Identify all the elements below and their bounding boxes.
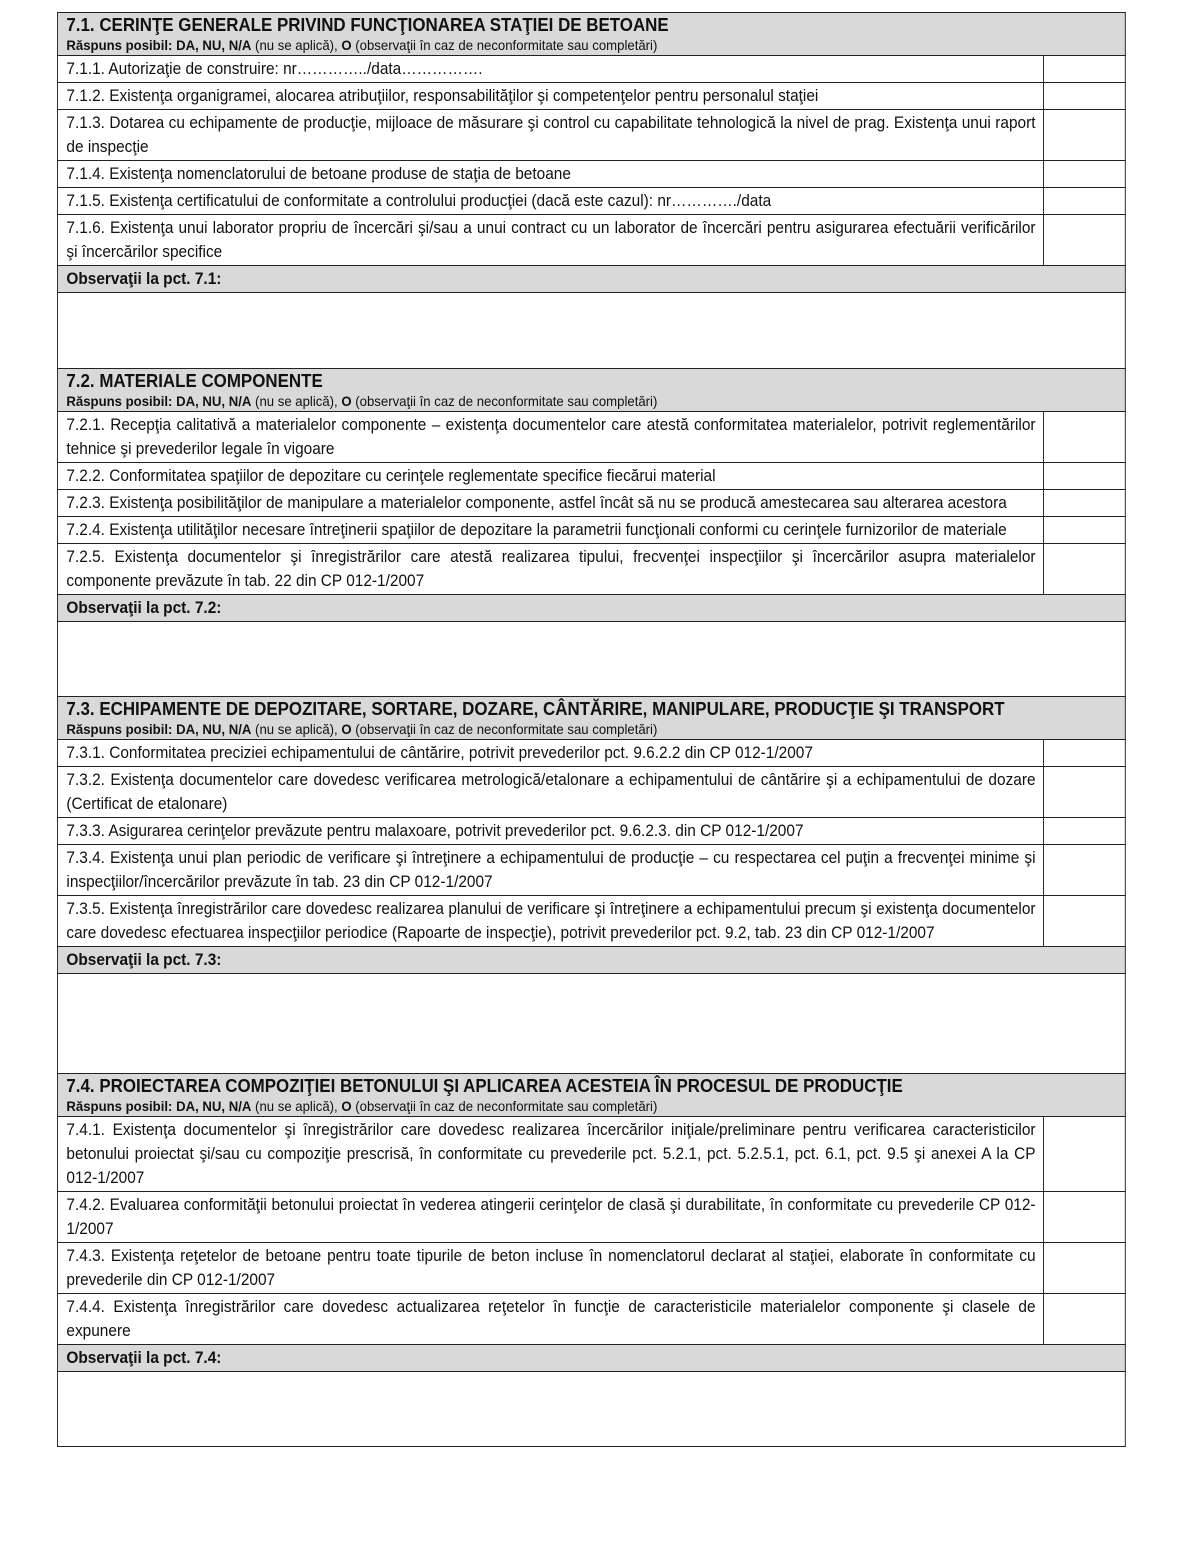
answer-cell[interactable] [1044,215,1126,266]
answer-cell[interactable] [1044,56,1126,83]
item-text: 7.1.2. Existenţa organigramei, alocarea atribuţiilor, responsabilităţilor şi competenţelor pentru personalul staţiei [57,83,1043,110]
observations-field[interactable] [57,1372,1125,1447]
answer-cell[interactable] [1044,463,1126,490]
item-text: 7.4.3. Existenţa reţetelor de betoane pentru toate tipurile de beton incluse în nomenclatorul declarat al staţiei, elaborate în conformitate cu prevederile din CP 012-1/2007 [57,1243,1043,1294]
item-text: 7.3.1. Conformitatea preciziei echipamentului de cântărire, potrivit prevederilor pct. 9.6.2.2 din CP 012-1/2007 [57,740,1043,767]
answer-cell[interactable] [1044,490,1126,517]
item-text: 7.1.3. Dotarea cu echipamente de producţie, mijloace de măsurare şi control cu capabilitate tehnologică la nivel de prag. Existenţa unui raport de inspecţie [57,110,1043,161]
checklist-row [57,896,1125,947]
checklist-page [57,12,1125,1447]
answer-cell[interactable] [1044,544,1126,595]
observations-label-row [57,595,1125,622]
item-text: 7.4.2. Evaluarea conformităţii betonului proiectat în vederea atingerii cerinţelor de clasă şi durabilitate, în conformitate cu prevederile CP 012-1/2007 [57,1192,1043,1243]
section-title: 7.4. PROIECTAREA COMPOZIŢIEI BETONULUI ŞI APLICAREA ACESTEIA ÎN PROCESUL DE PRODUCŢIE [66,1076,903,1096]
observations-label: Observaţii la pct. 7.3: [57,947,1125,974]
item-text: 7.3.3. Asigurarea cerinţelor prevăzute pentru malaxoare, potrivit prevederilor pct. 9.6.2.3. din CP 012-1/2007 [57,818,1043,845]
checklist-row [57,544,1125,595]
item-text: 7.2.3. Existenţa posibilităţilor de manipulare a materialelor componente, astfel încât să nu se producă amestecarea sau alterarea acestora [57,490,1043,517]
checklist-row [57,215,1125,266]
answer-cell[interactable] [1044,110,1126,161]
checklist-row [57,845,1125,896]
checklist-row [57,161,1125,188]
item-text: 7.1.5. Existenţa certificatului de conformitate a controlului producţiei (dacă este cazul): nr…………./data [57,188,1043,215]
section-title: 7.1. CERINŢE GENERALE PRIVIND FUNCŢIONAREA STAŢIEI DE BETOANE [66,15,669,35]
checklist-row [57,56,1125,83]
section-header-7-1 [57,13,1125,56]
checklist-row [57,818,1125,845]
observations-label-row [57,1345,1125,1372]
answer-cell[interactable] [1044,818,1126,845]
observations-label-row [57,947,1125,974]
answer-cell[interactable] [1044,1117,1126,1192]
observations-field[interactable] [57,974,1125,1074]
item-text: 7.1.6. Existenţa unui laborator propriu de încercări şi/sau a unui contract cu un laborator de încercări pentru asigurarea efectuării verificărilor şi încercărilor specifice [57,215,1043,266]
checklist-row [57,1117,1125,1192]
answer-cell[interactable] [1044,517,1126,544]
response-legend: Răspuns posibil: DA, NU, N/A (nu se aplică), O (observaţii în caz de neconformitate sau completări) [66,37,658,53]
item-text: 7.3.5. Existenţa înregistrărilor care dovedesc realizarea planului de verificare şi întreţinere a echipamentului precum şi existenţa documentelor care dovedesc efectuarea inspecţiilor periodice (Rapoarte de inspecţie), potrivit prevederilor pct. 9.2, tab. 23 din CP 012-1/2007 [57,896,1043,947]
answer-cell[interactable] [1044,83,1126,110]
response-legend: Răspuns posibil: DA, NU, N/A (nu se aplică), O (observaţii în caz de neconformitate sau completări) [66,721,658,737]
checklist-row [57,767,1125,818]
observations-area-row [57,974,1125,1074]
observations-area-row [57,622,1125,697]
item-text: 7.3.2. Existenţa documentelor care dovedesc verificarea metrologică/etalonare a echipamentului de cântărire şi a echipamentului de dozare (Certificat de etalonare) [57,767,1043,818]
item-text: 7.1.1. Autorizaţie de construire: nr…………../data……………. [57,56,1043,83]
item-text: 7.4.1. Existenţa documentelor şi înregistrărilor care dovedesc realizarea încercărilor iniţiale/preliminare pentru verificarea caracteristicilor betonului proiectat şi/sau cu compoziţie prescrisă, în conformitate cu prevederile pct. 5.2.1, pct. 5.2.5.1, pct. 6.1, pct. 9.5 şi anexei A la CP 012-1/2007 [57,1117,1043,1192]
checklist-row [57,740,1125,767]
observations-area-row [57,1372,1125,1447]
inspection-checklist-table [57,12,1126,1447]
item-text: 7.2.4. Existenţa utilităţilor necesare întreţinerii spaţiilor de depozitare la parametrii funcţionali conformi cu cerinţele furnizorilor de materiale [57,517,1043,544]
answer-cell[interactable] [1044,188,1126,215]
section-header-7-3 [57,697,1125,740]
observations-area-row [57,293,1125,369]
item-text: 7.4.4. Existenţa înregistrărilor care dovedesc actualizarea reţetelor în funcţie de caracteristicile materialelor componente şi clasele de expunere [57,1294,1043,1345]
checklist-row [57,1243,1125,1294]
item-text: 7.1.4. Existenţa nomenclatorului de betoane produse de staţia de betoane [57,161,1043,188]
response-legend: Răspuns posibil: DA, NU, N/A (nu se aplică), O (observaţii în caz de neconformitate sau completări) [66,393,658,409]
answer-cell[interactable] [1044,1243,1126,1294]
observations-label-row [57,266,1125,293]
item-text: 7.2.2. Conformitatea spaţiilor de depozitare cu cerinţele reglementate specifice fiecărui material [57,463,1043,490]
checklist-row [57,110,1125,161]
item-text: 7.2.5. Existenţa documentelor şi înregistrărilor care atestă realizarea tipului, frecvenţei inspecţiilor şi încercărilor asupra materialelor componente prevăzute în tab. 22 din CP 012-1/2007 [57,544,1043,595]
answer-cell[interactable] [1044,740,1126,767]
answer-cell[interactable] [1044,161,1126,188]
answer-cell[interactable] [1044,767,1126,818]
section-title: 7.2. MATERIALE COMPONENTE [66,371,323,391]
checklist-row [57,1294,1125,1345]
observations-label: Observaţii la pct. 7.1: [57,266,1125,293]
item-text: 7.2.1. Recepţia calitativă a materialelor componente – existenţa documentelor care atestă conformitatea materialelor, potrivit reglementărilor tehnice şi prevederilor legale în vigoare [57,412,1043,463]
answer-cell[interactable] [1044,1294,1126,1345]
checklist-row [57,412,1125,463]
checklist-row [57,517,1125,544]
checklist-row [57,490,1125,517]
section-header-7-2 [57,369,1125,412]
answer-cell[interactable] [1044,412,1126,463]
section-header-7-4 [57,1074,1125,1117]
answer-cell[interactable] [1044,896,1126,947]
response-legend: Răspuns posibil: DA, NU, N/A (nu se aplică), O (observaţii în caz de neconformitate sau completări) [66,1098,658,1114]
item-text: 7.3.4. Existenţa unui plan periodic de verificare şi întreţinere a echipamentului de producţie – cu respectarea cel puţin a frecvenţei minime şi inspecţiilor/încercărilor prevăzute în tab. 23 din CP 012-1/2007 [57,845,1043,896]
observations-label: Observaţii la pct. 7.2: [57,595,1125,622]
checklist-row [57,188,1125,215]
answer-cell[interactable] [1044,845,1126,896]
checklist-row [57,463,1125,490]
observations-field[interactable] [57,622,1125,697]
section-title: 7.3. ECHIPAMENTE DE DEPOZITARE, SORTARE, DOZARE, CÂNTĂRIRE, MANIPULARE, PRODUCŢIE ŞI TRANSPORT [66,699,1005,719]
observations-field[interactable] [57,293,1125,369]
observations-label: Observaţii la pct. 7.4: [57,1345,1125,1372]
answer-cell[interactable] [1044,1192,1126,1243]
checklist-row [57,83,1125,110]
checklist-row [57,1192,1125,1243]
